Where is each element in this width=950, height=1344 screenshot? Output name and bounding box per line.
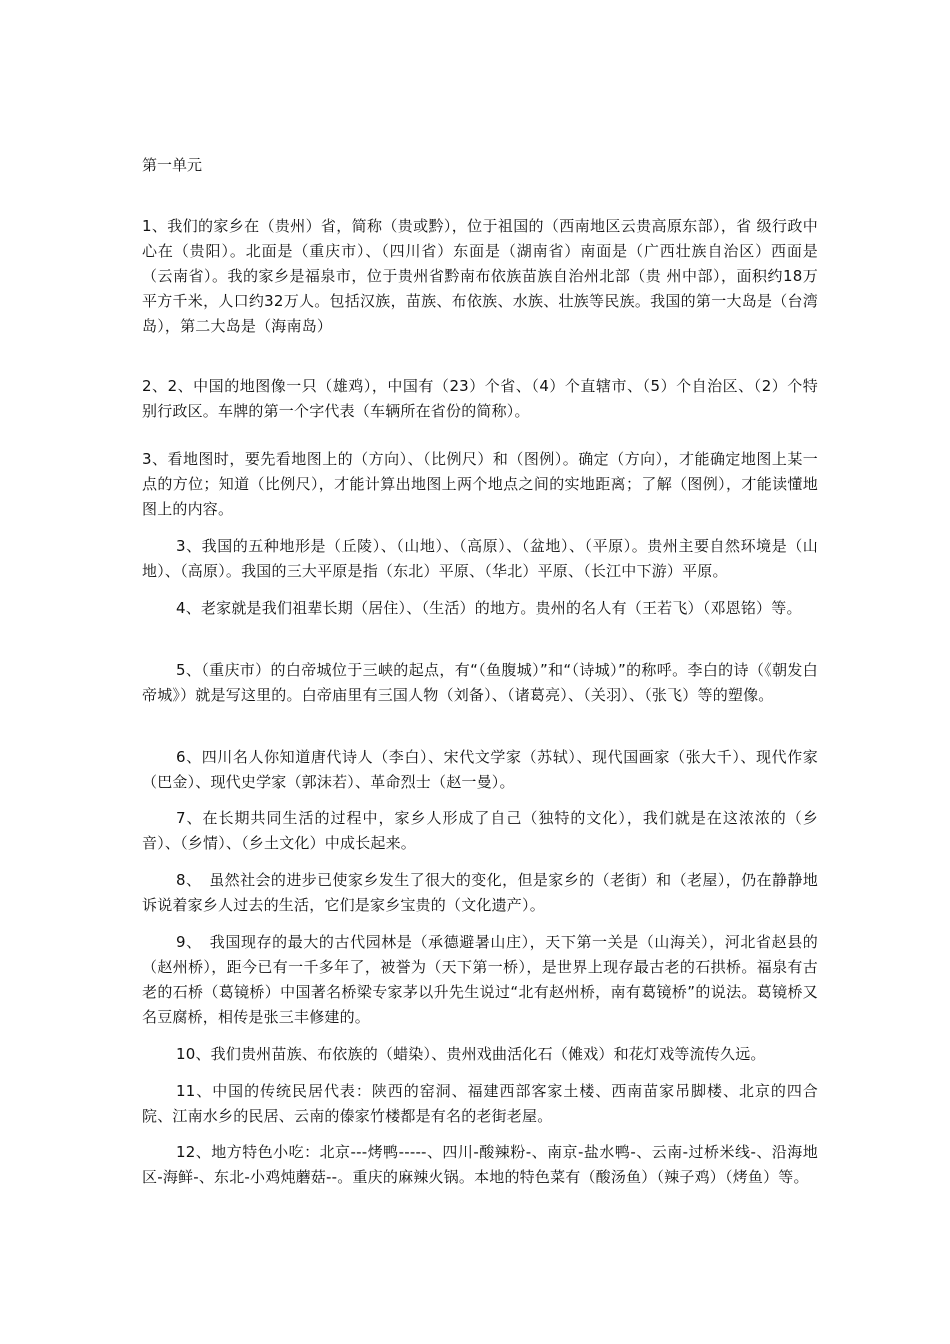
unit-heading: 第一单元 bbox=[142, 156, 203, 174]
paragraph-1: 1、我们的家乡在（贵州）省，简称（贵或黔），位于祖国的（西南地区云贵高原东部），省 级行政中心在（贵阳）。北面是（重庆市）、（四川省）东面是（湖南省）南面是（广西壮族自治区）西面是（云南省）。我的家乡是福泉市，位于贵州省黔南布依族苗族自治州北部（贵 州中部），面积约18万平方千米，人口约32万人。包括汉族，苗族、布依族、水族、壮族等民族。我国的第一大岛是（台湾岛），第二大岛是（海南岛） bbox=[142, 217, 818, 335]
paragraph-8: 8、 虽然社会的进步已使家乡发生了很大的变化，但是家乡的（老街）和（老屋），仍在静静地诉说着家乡人过去的生活，它们是家乡宝贵的（文化遗产）。 bbox=[142, 871, 818, 914]
paragraph-10: 10、我们贵州苗族、布依族的（蜡染）、贵州戏曲活化石（傩戏）和花灯戏等流传久远。 bbox=[176, 1045, 766, 1063]
paragraph-2: 2、2、中国的地图像一只（雄鸡），中国有（23）个省、（4）个直辖市、（5）个自治区、（2）个特别行政区。车牌的第一个字代表（车辆所在省份的简称）。 bbox=[142, 377, 818, 420]
paragraph-11: 11、中国的传统民居代表：陕西的窑洞、福建西部客家土楼、西南苗家吊脚楼、北京的四合院、江南水乡的民居、云南的傣家竹楼都是有名的老街老屋。 bbox=[142, 1082, 818, 1125]
paragraph-7: 7、在长期共同生活的过程中，家乡人形成了自己（独特的文化），我们就是在这浓浓的（乡音）、（乡情）、（乡土文化）中成长起来。 bbox=[142, 809, 818, 852]
paragraph-6: 6、四川名人你知道唐代诗人（李白）、宋代文学家（苏轼）、现代国画家（张大千）、现代作家（巴金）、现代史学家（郭沫若）、革命烈士（赵一曼）。 bbox=[142, 748, 818, 791]
paragraph-9: 9、 我国现存的最大的古代园林是（承德避暑山庄），天下第一关是（山海关），河北省赵县的（赵州桥），距今已有一千多年了，被誉为（天下第一桥），是世界上现存最古老的石拱桥。福泉有古老的石桥（葛镜桥）中国著名桥梁专家茅以升先生说过“北有赵州桥，南有葛镜桥”的说法。葛镜桥又名豆腐桥，相传是张三丰修建的。 bbox=[142, 933, 818, 1026]
paragraph-3-terrain: 3、我国的五种地形是（丘陵）、（山地）、（高原）、（盆地）、（平原）。贵州主要自然环境是（山地）、（高原）。我国的三大平原是指（东北）平原、（华北）平原、（长江中下游）平原。 bbox=[142, 537, 818, 580]
paragraph-12: 12、地方特色小吃：北京---烤鸭-----、四川-酸辣粉-、南京-盐水鸭-、云南-过桥米线-、沿海地区-海鲜-、东北-小鸡炖蘑菇--。重庆的麻辣火锅。本地的特色菜有（酸汤鱼）（辣子鸡）（烤鱼）等。 bbox=[142, 1143, 818, 1186]
paragraph-3-map: 3、看地图时，要先看地图上的（方向）、（比例尺）和（图例）。确定（方向），才能确定地图上某一点的方位；知道（比例尺），才能计算出地图上两个地点之间的实地距离；了解（图例），才能读懂地图上的内容。 bbox=[142, 450, 818, 518]
paragraph-4: 4、老家就是我们祖辈长期（居住）、（生活）的地方。贵州的名人有（王若飞）（邓恩铭）等。 bbox=[176, 599, 802, 617]
paragraph-5: 5、（重庆市）的白帝城位于三峡的起点，有“（鱼腹城）”和“（诗城）”的称呼。李白的诗（《朝发白帝城》）就是写这里的。白帝庙里有三国人物（刘备）、（诸葛亮）、（关羽）、（张飞）等的塑像。 bbox=[142, 661, 818, 704]
